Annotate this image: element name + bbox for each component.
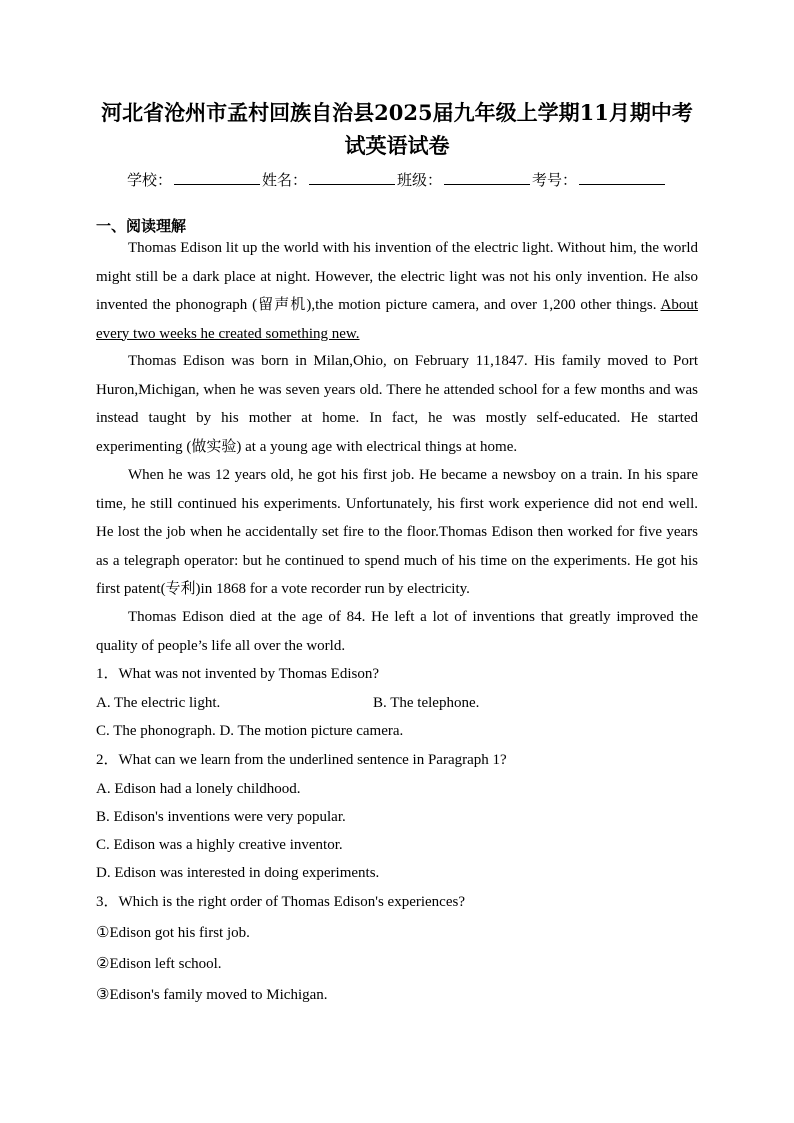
number-blank[interactable] (579, 170, 665, 185)
question-1: 1．What was not invented by Thomas Edison? (96, 666, 380, 682)
question-2: 2．What can we learn from the underlined sentence in Paragraph 1? (96, 752, 507, 768)
name-blank[interactable] (309, 170, 395, 185)
number-label: 考号： (532, 171, 578, 189)
q1-options-c-d: C. The phonograph. D. The motion picture camera. (96, 723, 404, 739)
passage-paragraph-4: Thomas Edison died at the age of 84. He left a lot of inventions that greatly improved the quality of people’s life all over the world. (96, 609, 698, 654)
q1-option-b: B. The telephone. (373, 695, 480, 711)
student-info-line (0, 168, 794, 192)
class-blank[interactable] (444, 170, 530, 185)
passage-paragraph-1 (96, 234, 698, 348)
paragraph-1-text: Thomas Edison lit up the world with his invention of the electric light. Without him, the world might still be a dark place at night. However, the electric light was not his only invention. He also invented the phonograph (留声机),the motion picture camera, and over 1,200 other things. (96, 240, 698, 313)
class-label: 班级： (397, 171, 443, 189)
section-heading: 一、阅读理解 (96, 217, 187, 235)
q3-item-2: ②Edison left school. (96, 956, 222, 972)
school-blank[interactable] (174, 170, 260, 185)
q3-item-1: ①Edison got his first job. (96, 925, 250, 941)
school-label: 学校： (126, 171, 172, 189)
passage-paragraph-2: Thomas Edison was born in Milan,Ohio, on February 11,1847. His family moved to Port Huron,Michigan, when he was seven years old. There he attended school for a few months and was instead taught by his mother at home. In fact, he was mostly self-educated. He started experimenting (做实验) at a young age with electrical things at home. (96, 353, 698, 455)
q2-option-d: D. Edison was interested in doing experiments. (96, 865, 380, 881)
underlined-sentence: About every two weeks he created something new. (96, 297, 698, 342)
name-label: 姓名： (261, 171, 307, 189)
q2-option-c: C. Edison was a highly creative inventor. (96, 837, 343, 853)
passage-paragraph-3: When he was 12 years old, he got his first job. He became a newsboy on a train. In his spare time, he still continued his experiments. Unfortunately, his first work experience did not end well. He lost the job when he accidentally set fire to the floor.Thomas Edison then worked for five years as a telegraph operator: but he continued to spend much of his time on the experiments. He got his first patent(专利)in 1868 for a vote recorder run by electricity. (96, 467, 698, 597)
q1-option-a: A. The electric light. (96, 695, 221, 711)
q2-option-a: A. Edison had a lonely childhood. (96, 781, 301, 797)
q2-option-b: B. Edison's inventions were very popular. (96, 809, 346, 825)
q3-item-3: ③Edison's family moved to Michigan. (96, 987, 328, 1003)
page-title: 河北省沧州市孟村回族自治县2025届九年级上学期11月期中考试英语试卷 (101, 100, 693, 158)
question-3: 3．Which is the right order of Thomas Edison's experiences? (96, 894, 465, 910)
